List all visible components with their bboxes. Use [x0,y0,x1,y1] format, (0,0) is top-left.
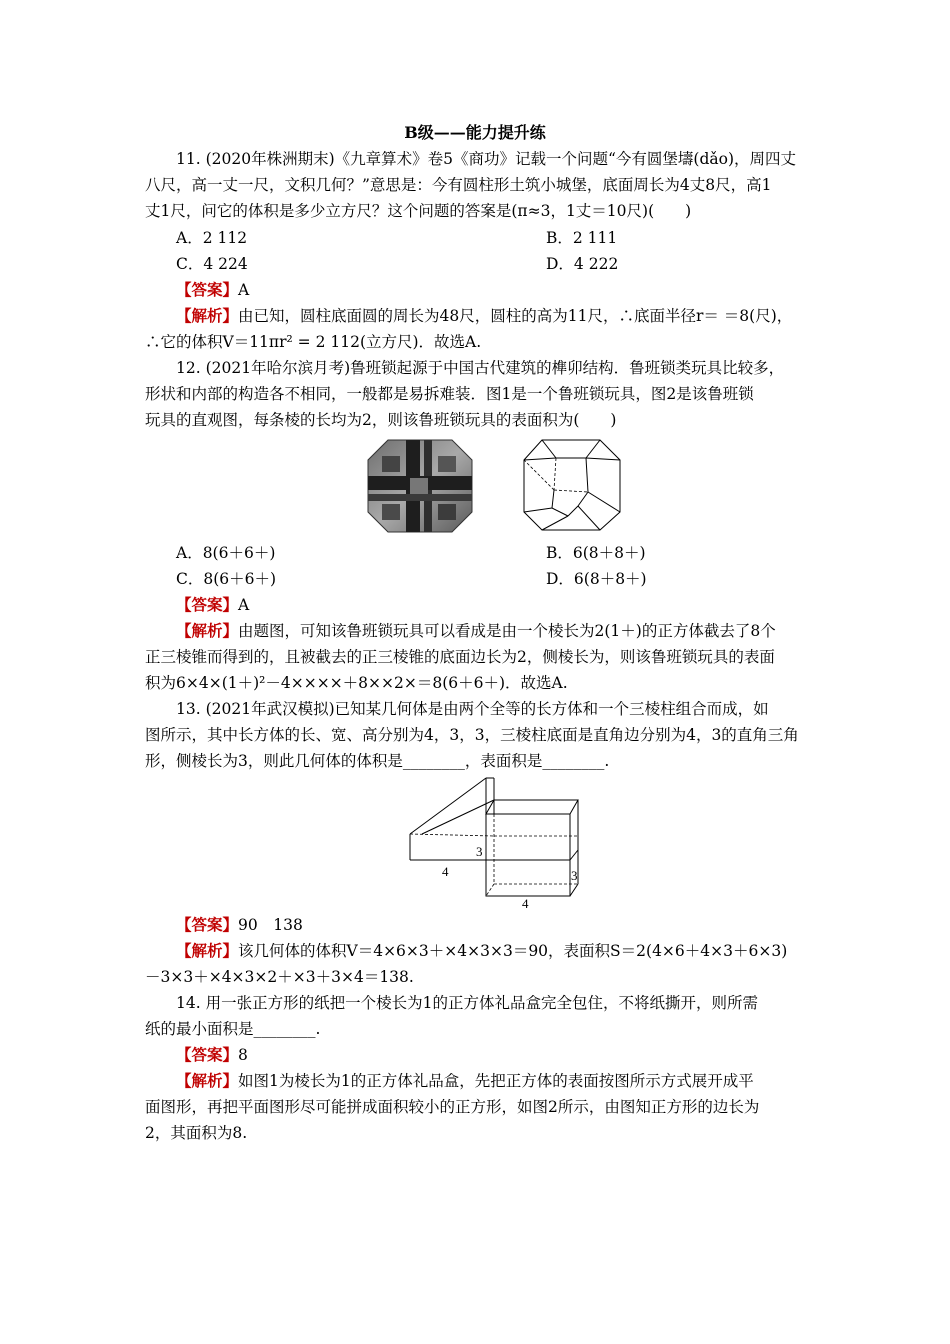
q14-answer [176,1042,810,1068]
q12-answer [176,592,810,618]
answer-value: A [238,281,250,299]
section-title: B级——能力提升练 [404,123,546,142]
answer-value: A [238,596,250,614]
answer-value: 8 [238,1046,248,1064]
q11-answer [176,277,810,303]
q14-line-2: 纸的最小面积是________. [145,1020,321,1038]
q12-line-1: 12. (2021年哈尔滨月考)鲁班锁起源于中国古代建筑的榫卯结构．鲁班锁类玩具比较多， [176,359,785,377]
luban-lock-photo [366,438,474,534]
q12-option-a: A．8(6＋6＋) [176,544,276,562]
fig-label-height-3: 3 [476,844,483,859]
q13-line-1: 13. (2021年武汉模拟)已知某几何体是由两个全等的长方体和一个三棱柱组合而成，如 [176,700,769,718]
q11-option-b: B．2 111 [546,229,618,247]
q12-option-c: C．8(6＋6＋) [176,570,277,588]
q13-line-3: 形，侧棱长为3，则此几何体的体积是________，表面积是________. [145,752,610,770]
q11-analysis-1 [176,303,810,329]
fig-label-length-4: 4 [522,896,529,911]
answer-tag: 【答案】 [176,1045,239,1064]
fig-label-width-3: 3 [571,868,578,883]
analysis-tag: 【解析】 [176,941,239,960]
q14-analysis-1 [176,1068,810,1094]
answer-tag: 【答案】 [176,280,239,299]
fig-label-leg-4: 4 [442,864,449,879]
q12-line-3: 玩具的直观图，每条棱的长均为2，则该鲁班锁玩具的表面积为( ) [145,411,617,429]
q12-analysis-2: 正三棱锥而得到的，且被截去的正三棱锥的底面边长为2，侧棱长为，则该鲁班锁玩具的表面 [145,648,775,666]
q12-line-2: 形状和内部的构造各不相同，一般都是易拆难装．图1是一个鲁班锁玩具，图2是该鲁班锁 [145,385,754,403]
q11-line-2: 八尺，高一丈一尺，文积几何？”意思是：今有圆柱形土筑小城堡，底面周长为4丈8尺，高1 [145,176,772,194]
q11-option-c: C．4 224 [176,255,248,273]
q14-analysis-3: 2，其面积为8. [145,1124,248,1142]
analysis-text: 由题图，可知该鲁班锁玩具可以看成是由一个棱长为2(1＋)的正方体截去了8个 [238,622,776,640]
answer-value: 90 138 [238,916,303,934]
q11-option-d: D．4 222 [546,255,619,273]
q12-option-b: B．6(8＋8＋) [546,544,646,562]
answer-tag: 【答案】 [176,595,239,614]
q13-line-2: 图所示，其中长方体的长、宽、高分别为4，3，3，三棱柱底面是直角边分别为4，3的直角三角 [145,726,799,744]
analysis-tag: 【解析】 [176,1071,239,1090]
q11-line-1: 11. (2020年株洲期末)《九章算术》卷5《商功》记载一个问题“今有圆堡壔(dǎo)，周四丈 [176,150,796,168]
q13-answer [176,912,810,938]
analysis-tag: 【解析】 [176,621,239,640]
q12-analysis-1 [176,618,810,644]
q13-analysis-2: －3×3＋×4×3×2＋×3＋3×4＝138. [145,968,414,986]
q11-option-a: A．2 112 [176,229,248,247]
q14-line-1: 14. 用一张正方形的纸把一个棱长为1的正方体礼品盒完全包住，不将纸撕开，则所需 [176,994,758,1012]
composite-solid-diagram [400,776,586,910]
q11-line-3: 丈1尺，问它的体积是多少立方尺？这个问题的答案是(π≈3，1丈＝10尺)( ) [145,202,692,220]
analysis-text: 由已知，圆柱底面圆的周长为48尺，圆柱的高为11尺，∴底面半径r＝ ＝8(尺)， [238,307,793,325]
analysis-text: 如图1为棱长为1的正方体礼品盒，先把正方体的表面按图所示方式展开成平 [238,1072,754,1090]
answer-tag: 【答案】 [176,915,239,934]
q12-analysis-3: 积为6×4×(1＋)²－4××××＋8××2×＝8(6＋6＋)．故选A. [145,674,568,692]
luban-lock-diagram [522,436,622,534]
q11-analysis-2: ∴它的体积V＝11πr² = 2 112(立方尺)．故选A. [145,333,482,351]
analysis-text: 该几何体的体积V＝4×6×3＋×4×3×3＝90，表面积S＝2(4×6＋4×3＋6×3) [238,942,788,960]
q13-analysis-1 [176,938,810,964]
q12-option-d: D．6(8＋8＋) [546,570,647,588]
analysis-tag: 【解析】 [176,306,239,325]
q14-analysis-2: 面图形，再把平面图形尽可能拼成面积较小的正方形，如图2所示，由图知正方形的边长为 [145,1098,760,1116]
